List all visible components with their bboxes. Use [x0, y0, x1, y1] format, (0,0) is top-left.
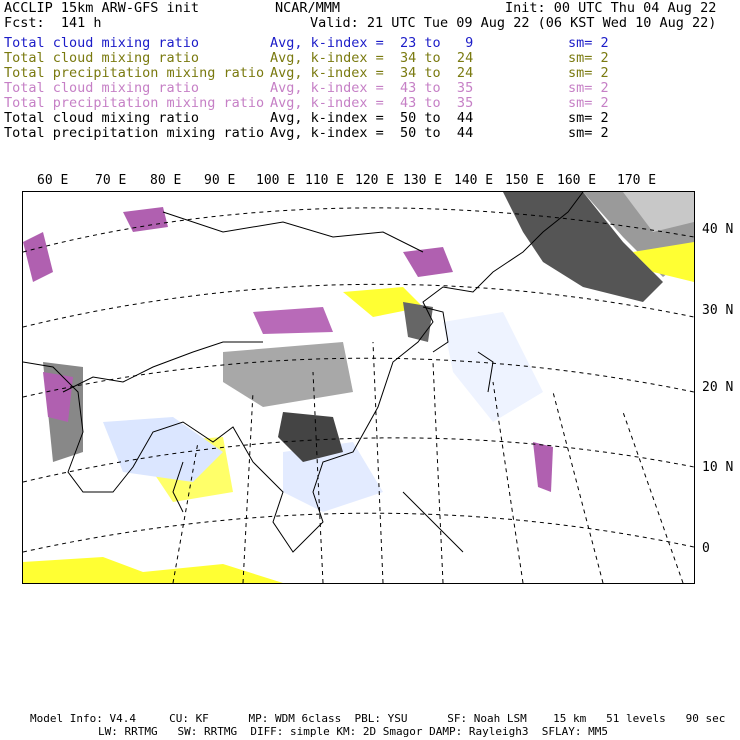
- longitude-label: 170 E: [617, 173, 657, 188]
- legend-field-name: Total precipitation mixing ratio: [4, 95, 265, 111]
- legend-field-name: Total precipitation mixing ratio: [4, 65, 265, 81]
- legend-avg-range: Avg, k-index = 43 to 35: [270, 80, 474, 96]
- legend-avg-range: Avg, k-index = 50 to 44: [270, 110, 474, 126]
- organization: NCAR/MMM: [275, 0, 341, 16]
- legend-smoothing: sm= 2: [568, 110, 609, 126]
- legend-field-name: Total cloud mixing ratio: [4, 35, 200, 51]
- latitude-label: 0: [702, 541, 710, 556]
- longitude-label: 150 E: [505, 173, 545, 188]
- legend-smoothing: sm= 2: [568, 80, 609, 96]
- init-time: Init: 00 UTC Thu 04 Aug 22: [505, 0, 717, 16]
- legend-field-name: Total precipitation mixing ratio: [4, 125, 265, 141]
- longitude-label: 70 E: [95, 173, 127, 188]
- longitude-label: 60 E: [37, 173, 69, 188]
- legend-avg-range: Avg, k-index = 23 to 9: [270, 35, 474, 51]
- legend-avg-range: Avg, k-index = 34 to 24: [270, 65, 474, 81]
- longitude-label: 80 E: [150, 173, 182, 188]
- latitude-label: 20 N: [702, 380, 734, 395]
- latitude-label: 10 N: [702, 460, 734, 475]
- longitude-label: 160 E: [557, 173, 597, 188]
- latitude-label: 30 N: [702, 303, 734, 318]
- map-canvas: [23, 192, 694, 583]
- longitude-label: 130 E: [403, 173, 443, 188]
- longitude-label: 140 E: [454, 173, 494, 188]
- legend-avg-range: Avg, k-index = 50 to 44: [270, 125, 474, 141]
- longitude-label: 120 E: [355, 173, 395, 188]
- legend-smoothing: sm= 2: [568, 65, 609, 81]
- legend-field-name: Total cloud mixing ratio: [4, 80, 200, 96]
- latitude-label: 40 N: [702, 222, 734, 237]
- legend-smoothing: sm= 2: [568, 35, 609, 51]
- forecast-hour: Fcst: 141 h: [4, 15, 102, 31]
- cloud-field-shading: [23, 192, 694, 583]
- legend-smoothing: sm= 2: [568, 50, 609, 66]
- map-panel: [22, 191, 695, 584]
- model-title: ACCLIP 15km ARW-GFS init: [4, 0, 200, 16]
- longitude-label: 110 E: [305, 173, 345, 188]
- model-info-line2: LW: RRTMG SW: RRTMG DIFF: simple KM: 2D Smagor DAMP: Rayleigh3 SFLAY: MM5: [98, 725, 608, 738]
- legend-field-name: Total cloud mixing ratio: [4, 110, 200, 126]
- legend-smoothing: sm= 2: [568, 95, 609, 111]
- legend-avg-range: Avg, k-index = 34 to 24: [270, 50, 474, 66]
- legend-smoothing: sm= 2: [568, 125, 609, 141]
- valid-time: Valid: 21 UTC Tue 09 Aug 22 (06 KST Wed 10 Aug 22): [310, 15, 717, 31]
- longitude-label: 90 E: [204, 173, 236, 188]
- legend-field-name: Total cloud mixing ratio: [4, 50, 200, 66]
- legend-avg-range: Avg, k-index = 43 to 35: [270, 95, 474, 111]
- longitude-label: 100 E: [256, 173, 296, 188]
- model-info-line1: Model Info: V4.4 CU: KF MP: WDM 6class PBL: YSU SF: Noah LSM 15 km 51 levels 90 sec: [30, 712, 726, 725]
